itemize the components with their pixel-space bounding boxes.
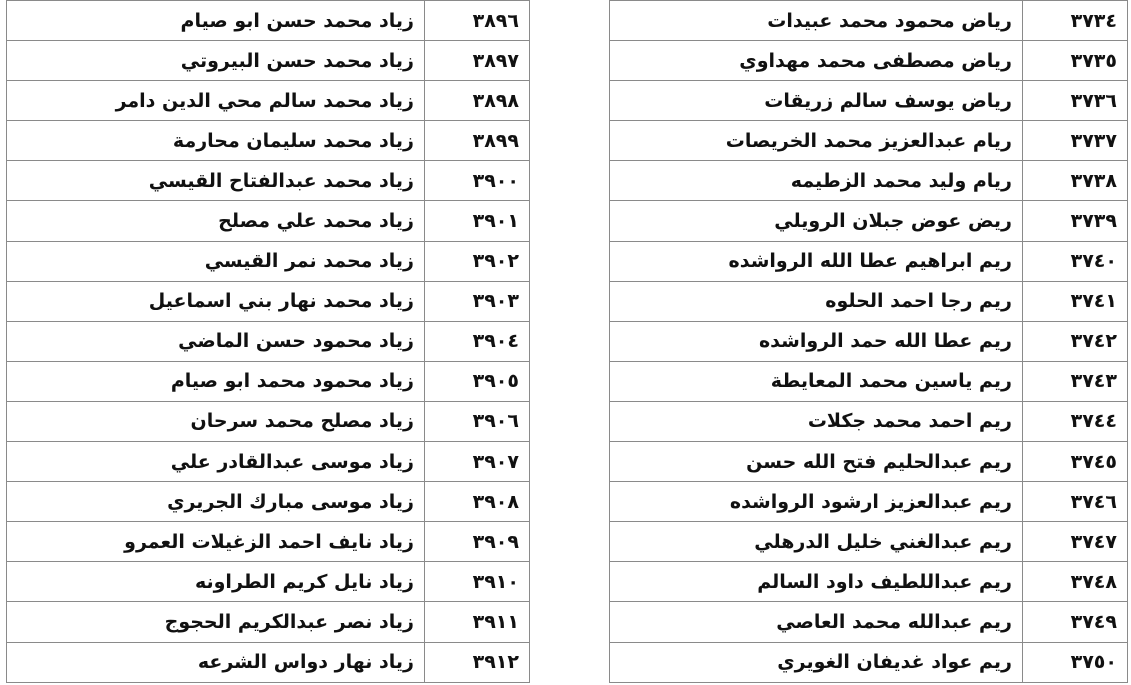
person-name-cell: ريض عوض جبلان الرويلي <box>610 201 1023 241</box>
table-row <box>7 41 530 81</box>
table-row <box>7 361 530 401</box>
serial-number-cell: ٣٩٠١ <box>425 201 530 241</box>
serial-number-cell: ٣٧٣٥ <box>1023 41 1128 81</box>
right-name-table <box>609 0 1128 683</box>
table-row <box>7 442 530 482</box>
person-name-cell: زياد موسى عبدالقادر علي <box>7 442 425 482</box>
person-name-cell: ريم عبدالعزيز ارشود الرواشده <box>610 482 1023 522</box>
serial-number-cell: ٣٧٣٧ <box>1023 121 1128 161</box>
person-name-cell: زياد محمد سالم محي الدين دامر <box>7 81 425 121</box>
serial-number-cell: ٣٧٣٨ <box>1023 161 1128 201</box>
table-row <box>610 281 1128 321</box>
table-row <box>610 161 1128 201</box>
serial-number-cell: ٣٩١١ <box>425 602 530 642</box>
table-row <box>7 602 530 642</box>
serial-number-cell: ٣٨٩٧ <box>425 41 530 81</box>
person-name-cell: ريم عبدالحليم فتح الله حسن <box>610 442 1023 482</box>
person-name-cell: ريم ابراهيم عطا الله الرواشده <box>610 241 1023 281</box>
table-row <box>7 281 530 321</box>
serial-number-cell: ٣٩٠٦ <box>425 401 530 441</box>
table-row <box>610 442 1128 482</box>
table-row <box>610 81 1128 121</box>
table-row <box>7 562 530 602</box>
table-row <box>7 121 530 161</box>
serial-number-cell: ٣٧٤٨ <box>1023 562 1128 602</box>
person-name-cell: ريم عبدالله محمد العاصي <box>610 602 1023 642</box>
person-name-cell: زياد محمود محمد ابو صيام <box>7 361 425 401</box>
serial-number-cell: ٣٨٩٩ <box>425 121 530 161</box>
person-name-cell: زياد مصلح محمد سرحان <box>7 401 425 441</box>
person-name-cell: رياض محمود محمد عبيدات <box>610 1 1023 41</box>
person-name-cell: ريام وليد محمد الزطيمه <box>610 161 1023 201</box>
serial-number-cell: ٣٩٠٠ <box>425 161 530 201</box>
person-name-cell: زياد نايف احمد الزغيلات العمرو <box>7 522 425 562</box>
serial-number-cell: ٣٧٣٩ <box>1023 201 1128 241</box>
table-row <box>610 602 1128 642</box>
person-name-cell: ريم عبدالغني خليل الدرهلي <box>610 522 1023 562</box>
table-row <box>610 401 1128 441</box>
table-row <box>610 1 1128 41</box>
table-row <box>610 241 1128 281</box>
person-name-cell: ريم عواد غديفان الغويري <box>610 642 1023 682</box>
person-name-cell: زياد محمد حسن البيروتي <box>7 41 425 81</box>
person-name-cell: ريم رجا احمد الحلوه <box>610 281 1023 321</box>
person-name-cell: ريام عبدالعزيز محمد الخريصات <box>610 121 1023 161</box>
serial-number-cell: ٣٧٤٧ <box>1023 522 1128 562</box>
table-row <box>7 321 530 361</box>
table-row <box>610 642 1128 682</box>
table-row <box>610 41 1128 81</box>
serial-number-cell: ٣٧٤٣ <box>1023 361 1128 401</box>
table-row <box>610 121 1128 161</box>
person-name-cell: زياد نصر عبدالكريم الحجوج <box>7 602 425 642</box>
serial-number-cell: ٣٨٩٦ <box>425 1 530 41</box>
serial-number-cell: ٣٧٤٥ <box>1023 442 1128 482</box>
serial-number-cell: ٣٩٠٧ <box>425 442 530 482</box>
serial-number-cell: ٣٧٥٠ <box>1023 642 1128 682</box>
table-row <box>7 482 530 522</box>
table-row <box>610 522 1128 562</box>
serial-number-cell: ٣٩١٠ <box>425 562 530 602</box>
serial-number-cell: ٣٩١٢ <box>425 642 530 682</box>
serial-number-cell: ٣٩٠٩ <box>425 522 530 562</box>
table-row <box>7 81 530 121</box>
serial-number-cell: ٣٧٤٤ <box>1023 401 1128 441</box>
left-name-table-body <box>7 1 530 683</box>
table-row <box>7 241 530 281</box>
person-name-cell: رياض يوسف سالم زريقات <box>610 81 1023 121</box>
person-name-cell: زياد نهار دواس الشرعه <box>7 642 425 682</box>
person-name-cell: زياد محمود حسن الماضي <box>7 321 425 361</box>
person-name-cell: ريم عطا الله حمد الرواشده <box>610 321 1023 361</box>
person-name-cell: زياد محمد عبدالفتاح القيسي <box>7 161 425 201</box>
person-name-cell: زياد محمد حسن ابو صيام <box>7 1 425 41</box>
serial-number-cell: ٣٧٣٤ <box>1023 1 1128 41</box>
table-row <box>7 522 530 562</box>
table-row <box>610 321 1128 361</box>
person-name-cell: ريم ياسين محمد المعايطة <box>610 361 1023 401</box>
person-name-cell: رياض مصطفى محمد مهداوي <box>610 41 1023 81</box>
left-name-table <box>6 0 530 683</box>
person-name-cell: زياد محمد علي مصلح <box>7 201 425 241</box>
serial-number-cell: ٣٧٤٩ <box>1023 602 1128 642</box>
serial-number-cell: ٣٧٣٦ <box>1023 81 1128 121</box>
person-name-cell: ريم احمد محمد جكلات <box>610 401 1023 441</box>
person-name-cell: زياد محمد سليمان محارمة <box>7 121 425 161</box>
serial-number-cell: ٣٧٤٦ <box>1023 482 1128 522</box>
person-name-cell: زياد محمد نهار بني اسماعيل <box>7 281 425 321</box>
table-row <box>610 562 1128 602</box>
right-name-table-body <box>610 1 1128 683</box>
serial-number-cell: ٣٩٠٨ <box>425 482 530 522</box>
serial-number-cell: ٣٧٤٠ <box>1023 241 1128 281</box>
table-row <box>610 482 1128 522</box>
table-row <box>7 1 530 41</box>
serial-number-cell: ٣٩٠٣ <box>425 281 530 321</box>
serial-number-cell: ٣٧٤١ <box>1023 281 1128 321</box>
person-name-cell: زياد موسى مبارك الجريري <box>7 482 425 522</box>
table-row <box>7 201 530 241</box>
person-name-cell: ريم عبداللطيف داود السالم <box>610 562 1023 602</box>
serial-number-cell: ٣٩٠٥ <box>425 361 530 401</box>
table-row <box>7 161 530 201</box>
person-name-cell: زياد نايل كريم الطراونه <box>7 562 425 602</box>
serial-number-cell: ٣٧٤٢ <box>1023 321 1128 361</box>
serial-number-cell: ٣٨٩٨ <box>425 81 530 121</box>
table-row <box>7 642 530 682</box>
table-row <box>610 201 1128 241</box>
serial-number-cell: ٣٩٠٤ <box>425 321 530 361</box>
person-name-cell: زياد محمد نمر القيسي <box>7 241 425 281</box>
serial-number-cell: ٣٩٠٢ <box>425 241 530 281</box>
table-row <box>610 361 1128 401</box>
table-row <box>7 401 530 441</box>
